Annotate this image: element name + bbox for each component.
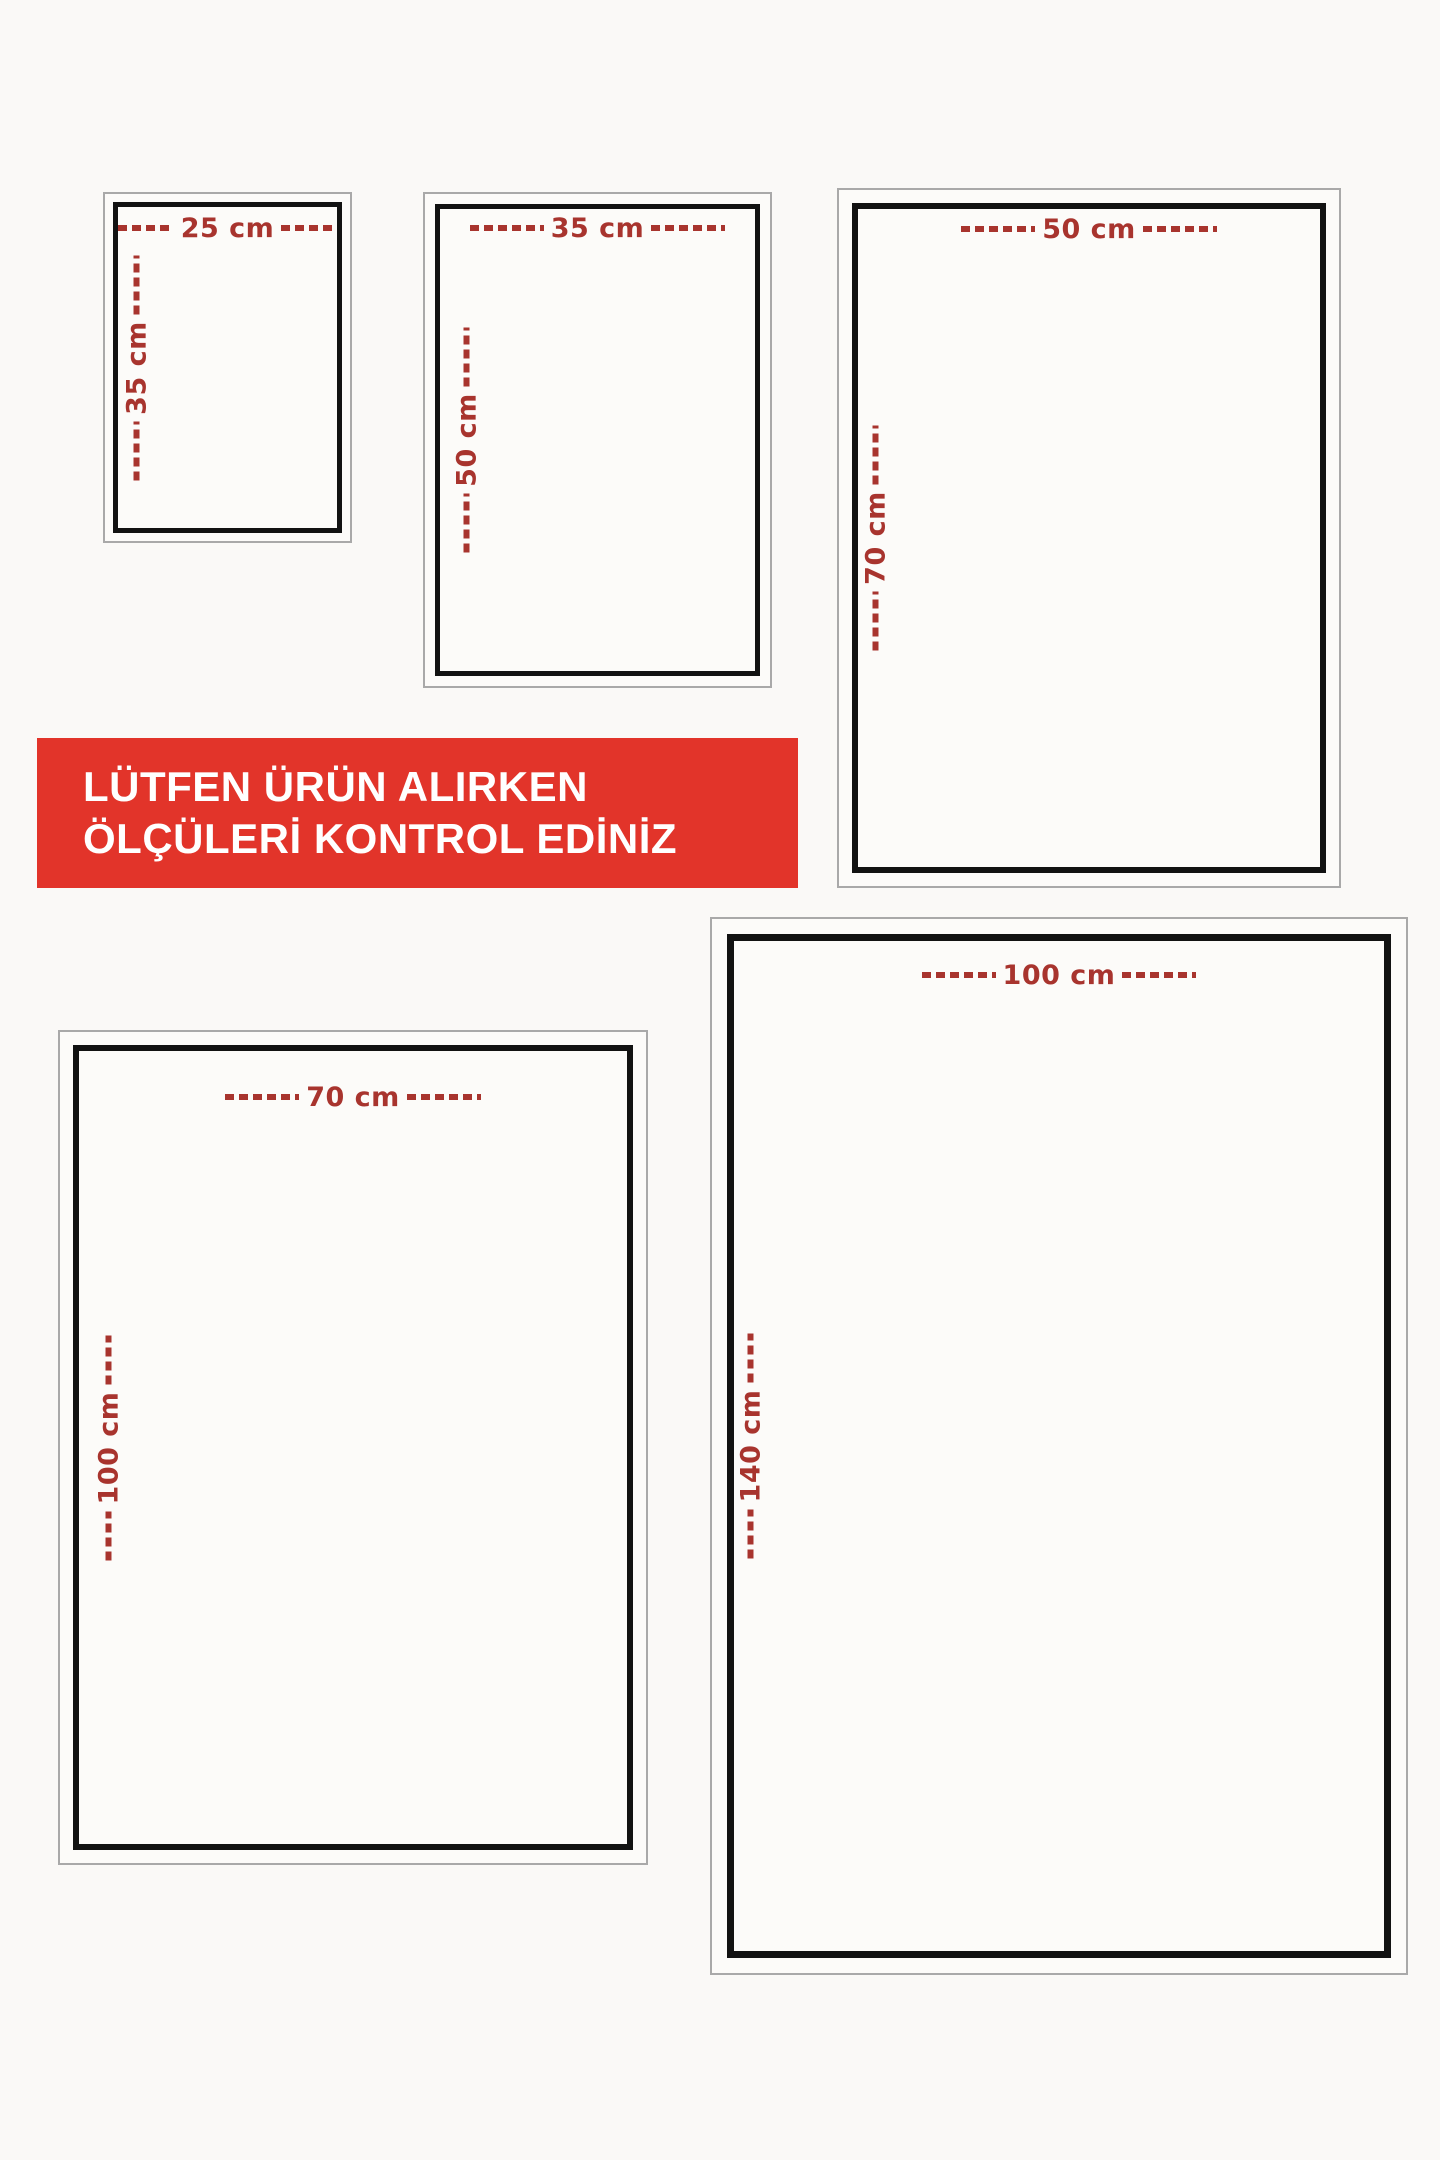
size-box-35x50: [423, 192, 772, 688]
dash-line: [464, 494, 470, 553]
height-dimension-label: [452, 328, 482, 553]
warning-line-2: ÖLÇÜLERİ KONTROL EDİNİZ: [83, 815, 678, 862]
size-box-70x100: [58, 1030, 648, 1865]
width-value: 50 cm: [1042, 213, 1136, 245]
height-dimension-label: [736, 1334, 766, 1559]
width-dimension-label: [734, 959, 1384, 991]
dash-line: [464, 328, 470, 387]
size-box-50x70-inner-frame: [852, 203, 1326, 873]
size-box-100x140: [710, 917, 1408, 1975]
height-value: 50 cm: [451, 393, 482, 487]
width-value: 100 cm: [1002, 959, 1116, 991]
size-box-100x140-inner-frame: [727, 934, 1391, 1958]
height-dimension-label: [122, 255, 152, 480]
width-dimension-label: [118, 212, 337, 244]
width-value: 35 cm: [550, 212, 645, 244]
dash-line: [106, 1511, 112, 1560]
width-dimension-label: [79, 1081, 627, 1113]
size-box-25x35: [103, 192, 352, 543]
height-dimension-label: [861, 426, 891, 651]
dash-line: [1143, 226, 1217, 232]
dash-line: [134, 421, 140, 480]
size-box-25x35-inner-frame: [113, 202, 342, 533]
dash-line: [407, 1094, 481, 1100]
width-dimension-label: [858, 213, 1320, 245]
height-value: 70 cm: [860, 491, 891, 585]
height-dimension-label: [94, 1335, 124, 1560]
width-dimension-label: [440, 212, 755, 244]
dash-line: [281, 225, 337, 231]
height-value: 140 cm: [735, 1389, 766, 1503]
warning-line-1: LÜTFEN ÜRÜN ALIRKEN: [83, 762, 588, 810]
height-value: 100 cm: [93, 1391, 124, 1504]
size-box-70x100-inner-frame: [73, 1045, 633, 1850]
dash-line: [922, 972, 996, 978]
dash-line: [748, 1334, 754, 1383]
dash-line: [748, 1509, 754, 1558]
dash-line: [651, 225, 725, 231]
dash-line: [873, 426, 879, 485]
size-box-35x50-inner-frame: [435, 204, 760, 676]
dash-line: [961, 226, 1035, 232]
dash-line: [470, 225, 544, 231]
dash-line: [106, 1335, 112, 1384]
dash-line: [118, 225, 174, 231]
width-value: 70 cm: [306, 1081, 400, 1113]
height-value: 35 cm: [121, 320, 152, 415]
width-value: 25 cm: [180, 212, 275, 244]
dash-line: [225, 1094, 299, 1100]
dash-line: [1122, 972, 1196, 978]
dash-line: [134, 255, 140, 314]
size-box-50x70: [837, 188, 1341, 888]
measurement-warning-banner: [37, 738, 798, 888]
dash-line: [873, 592, 879, 651]
